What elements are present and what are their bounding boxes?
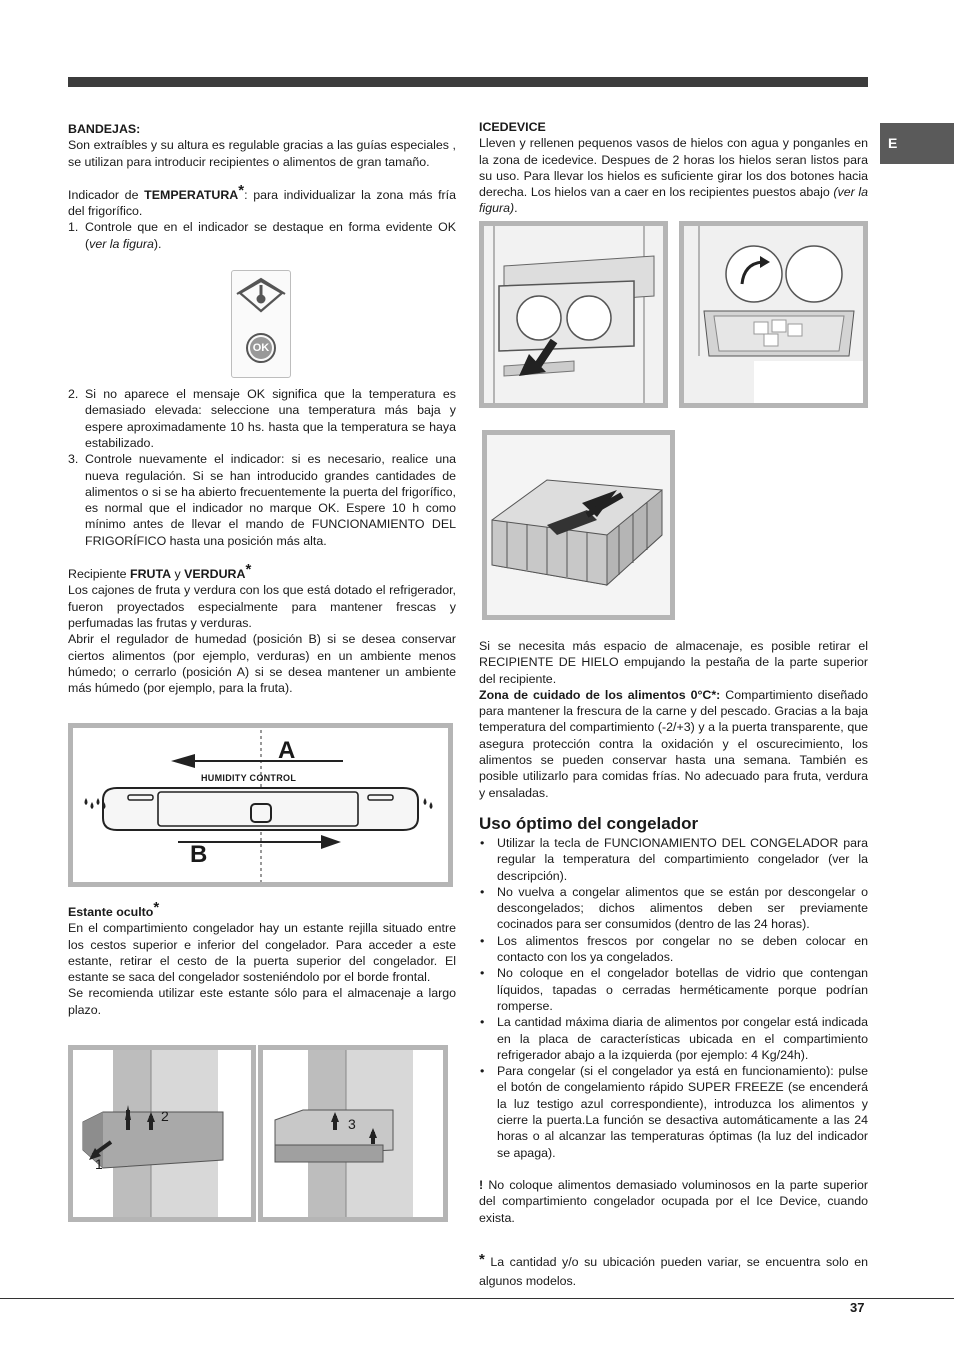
asterisk: *	[245, 561, 252, 579]
ice-tray-drawing	[487, 435, 670, 615]
step-item	[68, 451, 456, 549]
fruit-title	[68, 561, 456, 582]
step-item	[68, 386, 456, 451]
icedevice-figure-2	[679, 221, 868, 408]
food-care-zone-body: Compartimiento diseñado para mantener la frescura de la carne y del pescado. Gracias a la baja temperatura del compartimiento (-2/+3) y a la puerta transparente, que asegura protección contra la oxidación y el oscurecimiento, los alimentos se pueden conservar hasta una semana. También es posible utilizarlo para comidas frías. No adecuado para fruta, verdura y ensaladas.	[479, 687, 868, 800]
food-care-zone-title: Zona de cuidado de los alimentos 0°C*:	[479, 687, 721, 702]
shelf-title-text: Estante oculto	[68, 905, 154, 919]
icedevice-drawing-1	[484, 226, 663, 403]
footnote	[479, 1252, 868, 1291]
freezer-basket-figure-1	[68, 1045, 256, 1222]
warning-body: No coloque alimentos demasiado voluminosos en la parte superior del compartimiento congelador ocupada por el Ice Device, cuando exista.	[479, 1177, 868, 1225]
warning-mark: !	[479, 1177, 484, 1192]
figure-number-2: 2	[161, 1108, 169, 1124]
fruit-text-1: Los cajones de fruta y verdura con los que está dotado el refrigerador, fueron proyectados especialmente para mantener frescas y perfumadas las frutas y verduras.	[68, 583, 456, 630]
icedevice-text-end: .	[514, 201, 518, 216]
step-text: Controle que en el indicador se destaque en forma evidente OK (	[85, 220, 456, 251]
icedevice-figure-1	[479, 221, 668, 408]
asterisk: *	[479, 1250, 485, 1268]
list-item: • Para congelar (si el congelador ya está en funcionamiento): pulse el botón de congelamiento rápido SUPER FREEZE (se encenderá la luz testigo azul correspondiente), introduzca los alimentos y cierre la puerta.La función se desactiva automáticamente a las 24 horas o al alcanzar las temperaturas óptimas (la luz del indicador se apaga).	[479, 1063, 868, 1161]
icedevice-text	[479, 135, 868, 216]
temperature-indicator-figure	[231, 270, 291, 378]
bandejas-title: BANDEJAS:	[68, 122, 141, 136]
left-column	[68, 120, 456, 696]
icedevice-figure-3	[482, 430, 675, 620]
fruit-title-mid: y	[171, 567, 185, 582]
header-bar	[68, 77, 868, 87]
fruit-title-text: Recipiente	[68, 567, 130, 582]
icedevice-text-italic: (ver la figura)	[479, 185, 868, 216]
list-item: • No vuelva a congelar alimentos que se están por descongelar o descongelados; dichos alimentos deben ser previamente cocinados para ser consumidos (dentro de las 24 horas).	[479, 884, 868, 933]
food-care-zone-text	[479, 687, 868, 801]
list-item: • No coloque en el congelador botellas de vidrio que contengan líquidos, tapadas o cerradas herméticamente porque podrían romperse.	[479, 965, 868, 1014]
freezer-heading: Uso óptimo del congelador	[479, 813, 699, 833]
humidity-control-label: HUMIDITY CONTROL	[201, 773, 297, 783]
temp-intro-text-2: : para individualizar la zona más fría del frigorífico.	[68, 187, 456, 219]
list-item: • La cantidad máxima diaria de alimentos por congelar está indicada en la placa de características ubicada en el compartimiento refrigerador abajo a la izquierda (por ejemplo: 4 Kg/24h).	[479, 1014, 868, 1063]
humidity-control-drawing	[73, 728, 448, 882]
ok-label: OK	[252, 342, 270, 355]
temperature-intro	[68, 181, 456, 220]
thermometer-icon	[232, 271, 290, 377]
step-text-end: ).	[153, 236, 162, 251]
step-text: Si no aparece el mensaje OK significa que la temperatura es demasiado elevada: seleccione una temperatura más baja y espere aproximadamente 10 hs. hasta que la temperatura se haya estabilizado.	[85, 387, 456, 450]
fruit-text-2: Abrir el regulador de humedad (posición B) si se desea conservar ciertos alimentos (por ejemplo, verduras) en un ambiente menos húmedo; o cerrarlo (posición A) si se desea mantener un ambiente más húmedo (por ejemplo, para la fruta).	[68, 632, 456, 696]
storage-text: Si se necesita más espacio de almacenaje, es posible retirar el RECIPIENTE DE HIELO empujando la pestaña de la parte superior del recipiente.	[479, 639, 868, 686]
page-number: 37	[850, 1300, 865, 1315]
fruit-title-bold: FRUTA	[130, 567, 172, 582]
list-item: • Los alimentos frescos por congelar no se deben colocar en contacto con los ya congelados.	[479, 933, 868, 966]
step-number: 3.	[68, 452, 79, 467]
warning-text	[479, 1177, 868, 1226]
freezer-basket-figure-2	[258, 1045, 448, 1222]
figure-number-3: 3	[348, 1116, 356, 1132]
hidden-shelf-section	[68, 899, 456, 1018]
fruit-title-bold-2: VERDURA	[184, 567, 246, 582]
shelf-title	[68, 899, 456, 920]
asterisk: *	[238, 181, 245, 199]
step-text: Controle nuevamente el indicador: si es necesario, realice una nueva regulación. Si se han introducido grandes cantidades de alimentos o si se ha abierto frecuentemente la puerta del frigorífico, es normal que el indicador no marque OK. Espere 10 h como mínimo antes de llevar el mando de FUNCIONAMIENTO DEL FRIGORÍFICO hasta una posición más alta.	[85, 452, 456, 548]
step-number: 2.	[68, 387, 79, 402]
right-column	[479, 120, 868, 217]
shelf-text-1: En el compartimiento congelador hay un estante rejilla situado entre los cestos superior e inferior del congelador. Para acceder a este estante, retirar el cesto de la puerta superior del congelador. El estante se saca del congelador sosteniéndolo por el borde frontal.	[68, 921, 456, 985]
step-item	[68, 219, 456, 252]
figure-number-1: 1	[95, 1156, 103, 1172]
icedevice-drawing-2	[684, 226, 863, 403]
position-b-label: B	[190, 841, 208, 868]
footnote-text: La cantidad y/o su ubicación pueden variar, se encuentra solo en algunos modelos.	[479, 1254, 868, 1288]
icedevice-text-main: Lleven y rellenen pequenos vasos de hielos con agua y ponganles en la zona de icedevice. Despues de 2 horas los hielos seran listos para su uso. Para llevar los hielos es suficiente girar los dos botones hacia derecha. Los hielos van a caer en los recipientes puestos abajo	[479, 136, 868, 200]
humidity-control-figure	[68, 723, 453, 887]
temp-intro-bold: TEMPERATURA	[144, 187, 239, 202]
shelf-text-2: Se recomienda utilizar este estante sólo para el almacenaje a largo plazo.	[68, 986, 456, 1017]
language-tab: E	[880, 123, 954, 164]
list-item: • Utilizar la tecla de FUNCIONAMIENTO DEL CONGELADOR para regular la temperatura del compartimiento congelador (ver la descripción).	[479, 835, 868, 884]
bandejas-text: Son extraíbles y su altura es regulable gracias a las guías especiales , se utilizan para introducir recipientes o alimentos de gran tamaño.	[68, 138, 456, 169]
right-column-lower	[479, 638, 868, 1291]
step-text-italic: ver la figura	[89, 236, 154, 251]
freezer-basket-drawing-1	[73, 1050, 251, 1217]
footer-rule	[0, 1298, 954, 1299]
temp-intro-text: Indicador de	[68, 187, 145, 202]
freezer-tips-list	[479, 835, 868, 1161]
asterisk: *	[153, 899, 160, 916]
step-number: 1.	[68, 220, 79, 235]
temperature-steps	[68, 219, 456, 252]
position-a-label: A	[278, 737, 296, 764]
icedevice-title: ICEDEVICE	[479, 120, 546, 134]
temperature-steps-cont	[68, 386, 456, 549]
freezer-basket-drawing-2	[263, 1050, 443, 1217]
